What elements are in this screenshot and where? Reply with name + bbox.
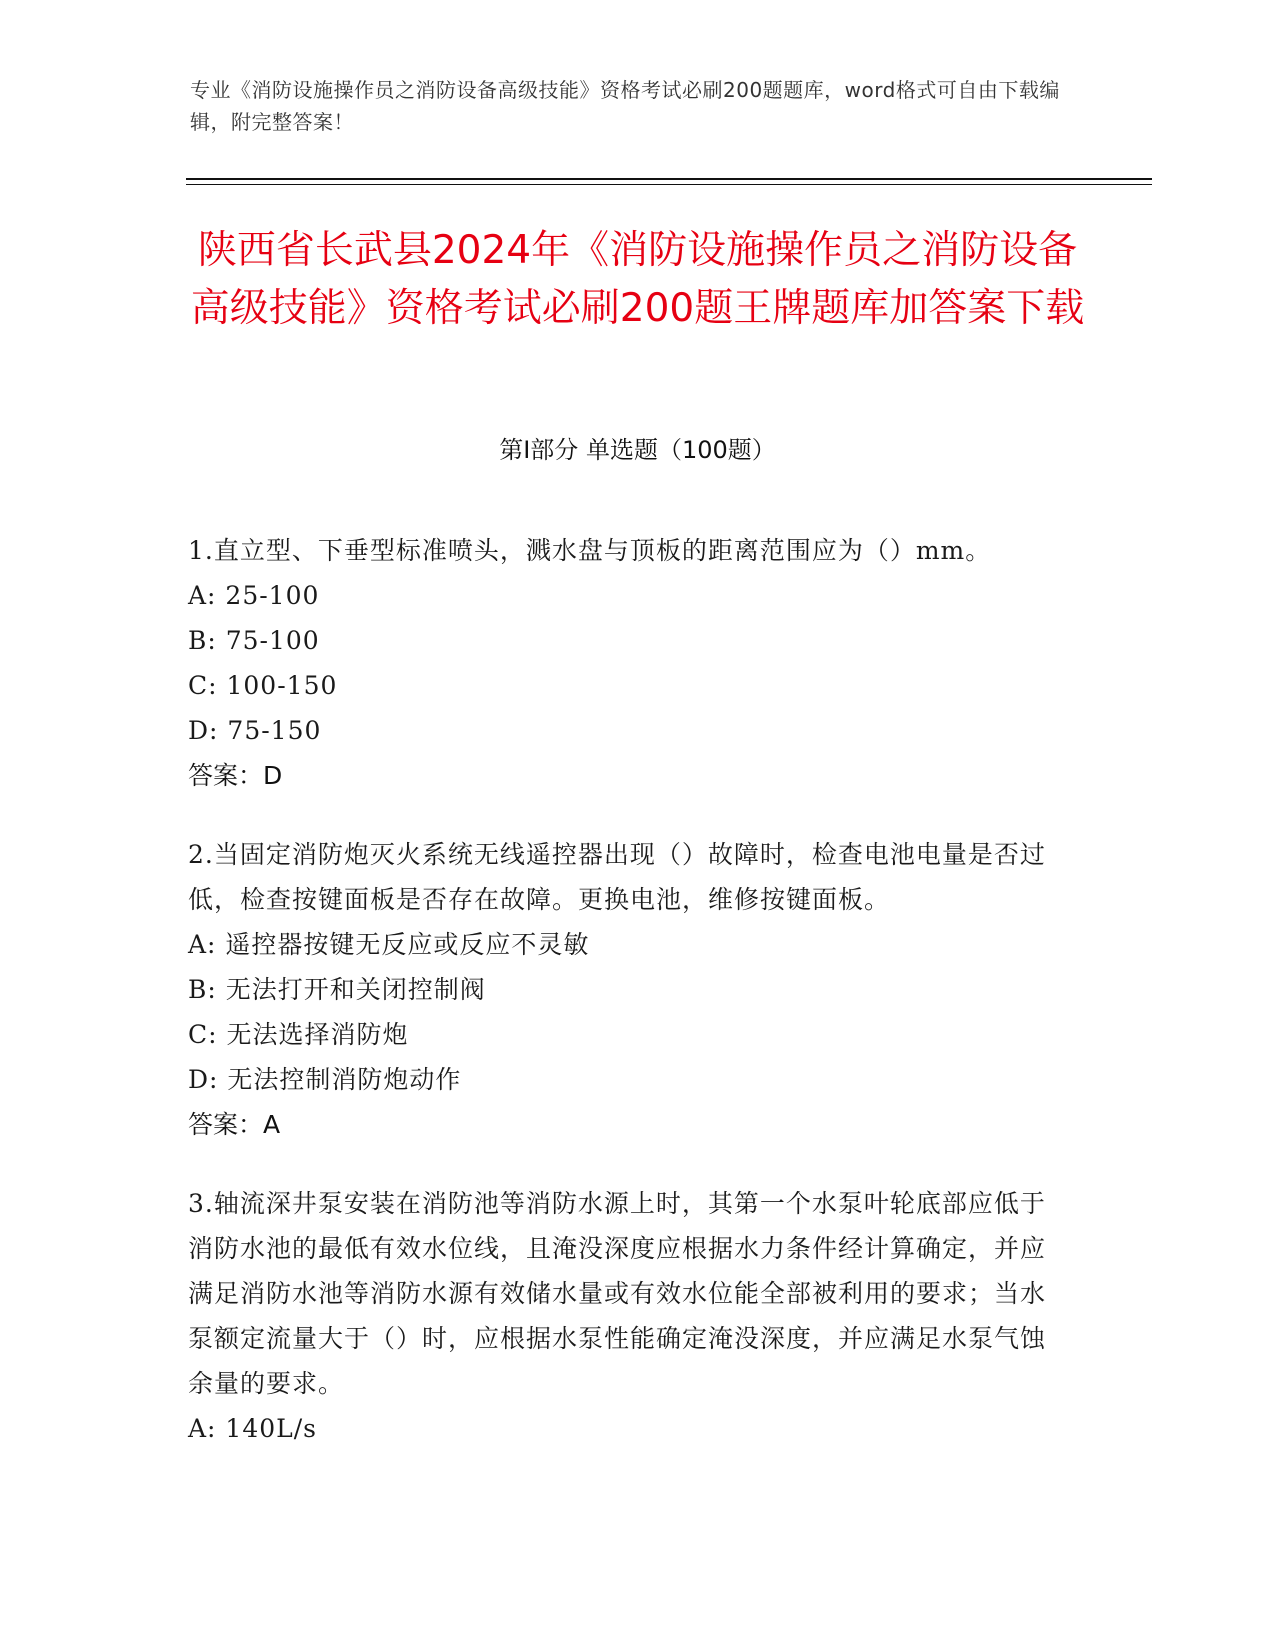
question-stem: 2.当固定消防炮灭火系统无线遥控器出现（）故障时，检查电池电量是否过低，检查按键面板是否存在故障。更换电池，维修按键面板。 [188,840,1046,914]
document-title: 陕西省长武县2024年《消防设施操作员之消防设备高级技能》资格考试必刷200题王牌题库加答案下载 [190,228,1085,331]
question-list [188,528,1068,1485]
option-a: A: 遥控器按键无反应或反应不灵敏 [188,930,590,959]
question-3 [188,1181,1068,1451]
option-a: A: 140L/s [188,1414,317,1443]
option-c: C: 100-150 [188,671,338,700]
answer-line: 答案：A [188,1110,281,1139]
question-1 [188,528,1068,798]
option-b: B: 无法打开和关闭控制阀 [188,975,486,1004]
section-heading: 第I部分 单选题（100题） [499,436,776,464]
header-divider-thin [186,184,1152,185]
question-stem: 1.直立型、下垂型标准喷头，溅水盘与顶板的距离范围应为（）mm。 [188,536,992,565]
question-stem: 3.轴流深井泵安装在消防池等消防水源上时，其第一个水泵叶轮底部应低于消防水池的最低有效水位线，且淹没深度应根据水力条件经计算确定，并应满足消防水池等消防水源有效储水量或有效水位能全部被利用的要求；当水泵额定流量大于（）时，应根据水泵性能确定淹没深度，并应满足水泵气蚀余量的要求。 [188,1189,1047,1398]
question-2 [188,832,1068,1147]
answer-line: 答案：D [188,761,283,790]
header-divider-thick [186,178,1152,180]
header-note: 专业《消防设施操作员之消防设备高级技能》资格考试必刷200题题库，word格式可自由下载编辑，附完整答案！ [190,78,1060,134]
option-d: D: 无法控制消防炮动作 [188,1065,462,1094]
option-b: B: 75-100 [188,626,320,655]
option-d: D: 75-150 [188,716,322,745]
option-a: A: 25-100 [188,581,320,610]
option-c: C: 无法选择消防炮 [188,1020,409,1049]
